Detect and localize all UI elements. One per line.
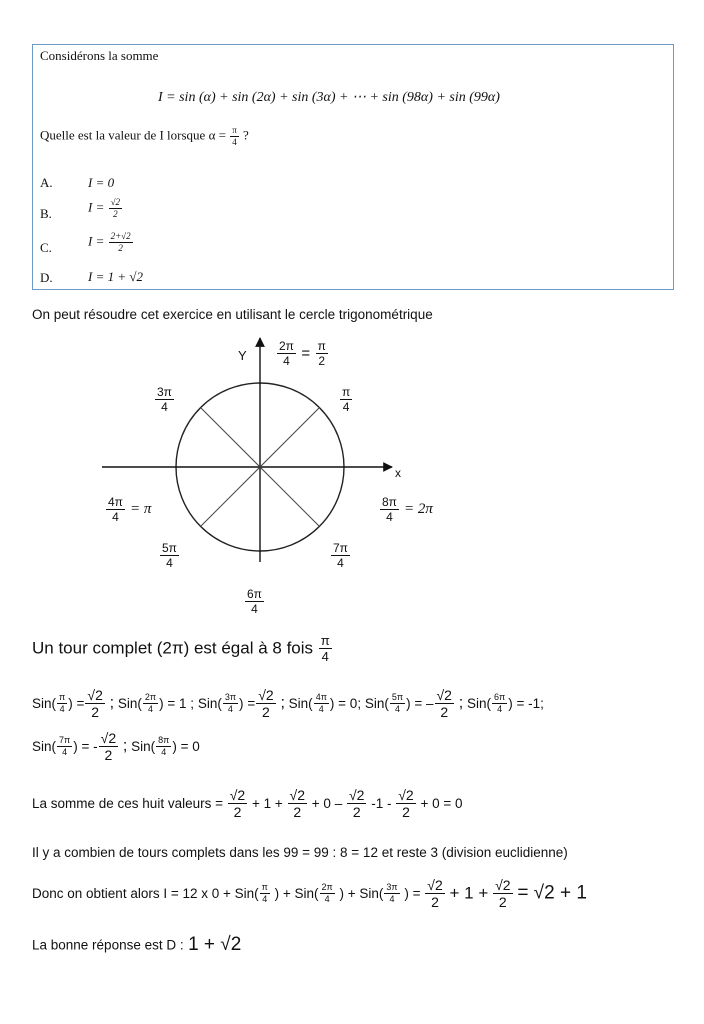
label-pi-4: $\frac{\pi}{4}$	[342, 385, 351, 414]
tour-complet: Un tour complet (2π) est égal à 8 fois $\frac{\pi}{4}$	[32, 633, 330, 664]
somme-huit-valeurs: La somme de ces huit valeurs = $\frac{√2}{2}$ + 1 + $\frac{√2}{2}$ + 0 – $\frac{√2}{2}$ -1 - $\frac{√2}{2}$ + 0 = 0	[32, 787, 463, 820]
sin-values-line-2: Sin( $\frac{7\pi}{4}$ ) = - $\frac{√2}{2}$ ; Sin( $\frac{8\pi}{4}$ ) = 0	[32, 730, 200, 763]
label-7pi-4: $\frac{7\pi}{4}$	[333, 541, 348, 570]
question-prefix: Quelle est la valeur de I lorsque α =	[40, 127, 226, 143]
label-4pi-4: $\frac{4\pi}{4}$ = π	[108, 495, 152, 524]
question-suffix: ?	[243, 127, 249, 143]
sum-formula: I = sin (α) + sin (2α) + sin (3α) + ⋯ + sin (98α) + sin (99α)	[158, 90, 500, 105]
label-2pi-4: $\frac{2\pi}{4}$ = $\frac{\pi}{2}$	[279, 339, 326, 368]
y-axis-label: Y	[238, 348, 247, 363]
option-d: I = 1 + √2	[88, 269, 144, 284]
label-8pi-4: $\frac{8\pi}{4}$ = 2π	[382, 495, 433, 524]
sin-values-line-1: Sin( $\frac{\pi}{4}$ ) = $\frac{√2}{2}$ ; Sin( $\frac{2\pi}{4}$ ) = 1 ; Sin( $\frac{3\pi}{4}$ ) = $\frac{√2}{2}$ ; Sin( $\frac{4\pi}{4}$ ) = 0; Sin( $\frac{5\pi}{4}$ ) = – $\frac{√2}{2}$ ; Sin( $\frac{6\pi}{4}$ ) = -1;	[32, 687, 544, 720]
label-6pi-4: $\frac{6\pi}{4}$	[247, 587, 262, 616]
option-b-letter: B.	[40, 206, 52, 221]
option-c: I = $\frac{2+√2}{2}$	[88, 231, 131, 253]
bonne-reponse: La bonne réponse est D : 1 + √2	[32, 934, 242, 955]
answer-value: 1 + √2	[188, 934, 242, 955]
label-3pi-4: $\frac{3\pi}{4}$	[157, 385, 172, 414]
option-a-letter: A.	[40, 175, 53, 190]
option-c-letter: C.	[40, 240, 52, 255]
problem-intro: Considérons la somme	[40, 48, 159, 63]
label-5pi-4: $\frac{5\pi}{4}$	[162, 541, 177, 570]
donc-calcul: Donc on obtient alors I = 12 x 0 + Sin( $\frac{\pi}{4}$ ) + Sin( $\frac{2\pi}{4}$ ) + Sin( $\frac{3\pi}{4}$ ) = $\frac{√2}{2}$ + 1 + $\frac{√2}{2}$ = √2 + 1	[32, 877, 587, 910]
option-b: I = $\frac{√2}{2}$	[88, 197, 121, 219]
option-a: I = 0	[88, 175, 115, 190]
question: Quelle est la valeur de I lorsque α = $\frac{\pi}{4}$ ?	[40, 125, 249, 147]
tours-complets: Il y a combien de tours complets dans les 99 = 99 : 8 = 12 et reste 3 (division euclidienne)	[32, 845, 568, 860]
option-d-letter: D.	[40, 270, 53, 285]
x-axis-label: x	[395, 466, 401, 480]
method-intro: On peut résoudre cet exercice en utilisant le cercle trigonométrique	[32, 307, 433, 322]
